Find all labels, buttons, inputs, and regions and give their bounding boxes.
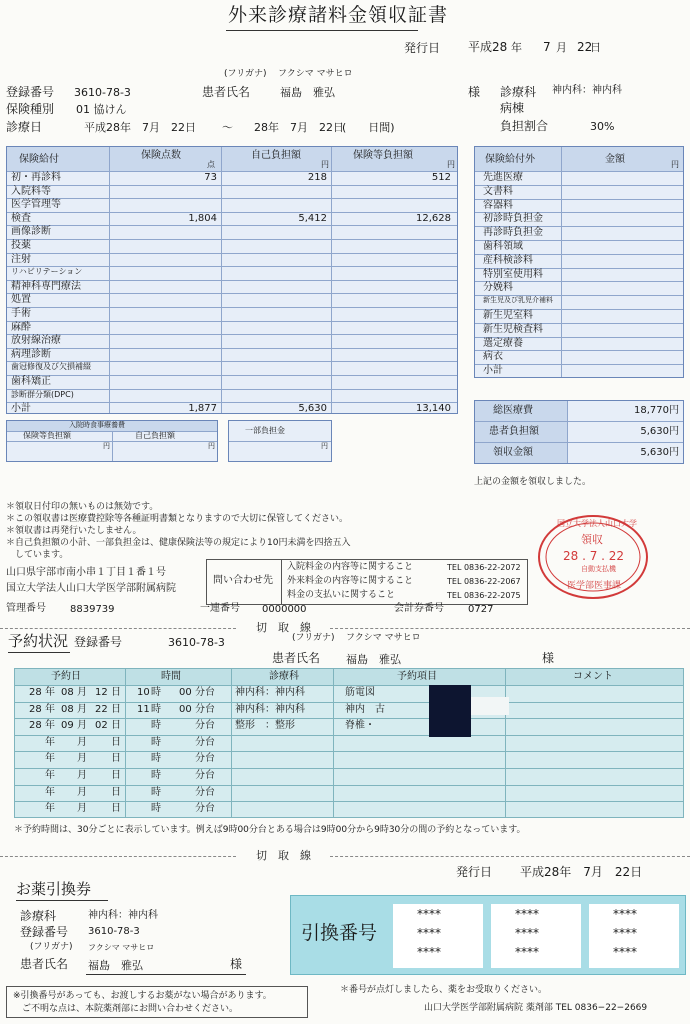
issue2-label: 発行日 <box>456 865 493 879</box>
res-header: コメント <box>573 671 613 682</box>
medicine-note-box <box>6 986 308 1018</box>
res-minute: 00 <box>179 703 192 715</box>
note-1: ＊領収日付印の無いものは無効です。 <box>6 502 159 512</box>
med-furigana-label: (フリガナ) <box>30 942 73 952</box>
ins-row-rule <box>7 293 457 294</box>
contact-box <box>206 559 528 605</box>
res-dept: 神内科：神内科 <box>235 687 305 698</box>
ins-row-label: 注射 <box>11 253 31 265</box>
serial-value: 0000000 <box>262 604 307 615</box>
res-unit-m: 月 <box>77 753 87 765</box>
contact-text-1: 入院料金の内容等に関すること <box>287 562 414 572</box>
res-hour: 10 <box>137 687 150 698</box>
issue-date-label: 発行日 <box>404 41 441 55</box>
res-day: 02 <box>95 720 108 732</box>
res-unit-y: 年 <box>45 720 55 732</box>
out-row-label: 先進医療 <box>483 172 523 183</box>
medicine-title-underline <box>16 900 108 901</box>
exchange-code: **** <box>613 926 637 940</box>
exchange-code: **** <box>417 945 441 959</box>
out-row-label: 病衣 <box>483 351 503 363</box>
out-row-label: 産科検診料 <box>483 254 533 266</box>
out-row-label: 特別室使用料 <box>483 268 543 280</box>
out-row-label: 選定療養 <box>483 337 523 349</box>
res-unit-y: 年 <box>45 687 55 698</box>
res-unit-mi: 分台 <box>195 753 215 765</box>
res-unit-d: 日 <box>111 687 121 698</box>
ins-row-label: 精神科専門療法 <box>11 280 81 292</box>
res-month: 09 <box>61 720 74 732</box>
res-header: 診療科 <box>269 671 299 682</box>
out-col-rule <box>561 147 562 377</box>
cut-line-left <box>0 628 236 629</box>
rule <box>475 442 683 443</box>
ins-row-rule <box>7 212 457 213</box>
date-label: 診療日 <box>6 120 43 134</box>
ins-row-rule <box>7 389 457 390</box>
name-label: 患者氏名 <box>202 85 251 99</box>
exchange-box <box>290 895 686 975</box>
res-unit-y: 年 <box>45 803 55 815</box>
res-unit-y: 年 <box>45 786 55 798</box>
out-header-2: 金額 <box>605 154 625 165</box>
partial-payment-box <box>228 420 332 462</box>
ins-insurer-pay: 13,140 <box>416 403 451 415</box>
hospital-address: 山口県宇部市南小串１丁目１番１号 <box>6 567 166 578</box>
ins-row-rule <box>7 225 457 226</box>
furigana-label: (フリガナ) <box>224 69 267 79</box>
ticket-label: 会計券番号 <box>394 603 444 614</box>
ratio-value: 30% <box>590 120 615 133</box>
res-dept: 整形 ：整形 <box>235 720 295 732</box>
med-reg-no: 3610-78-3 <box>88 926 140 937</box>
res-unit-y: 年 <box>45 753 55 765</box>
contact-tel-2: TEL 0836-22-2067 <box>447 577 521 586</box>
ins-row-rule <box>7 334 457 335</box>
res-unit-y: 年 <box>45 703 55 715</box>
res-unit-d: 日 <box>111 720 121 732</box>
cut-line-2-left <box>0 856 236 857</box>
ins-points: 1,804 <box>188 212 217 224</box>
date-days: ( 日間) <box>342 121 395 134</box>
ins-points: 1,877 <box>188 403 217 415</box>
exchange-code: **** <box>515 907 539 921</box>
res-header: 予約項目 <box>397 671 437 682</box>
issue-month: 7 <box>543 40 551 54</box>
stamp-date: 28 . 7 . 22 <box>563 549 625 563</box>
ins-row-label: 放射線治療 <box>11 335 61 347</box>
res-day: 12 <box>95 687 108 698</box>
res-row-rule <box>15 685 683 686</box>
meal-unit1: 円 <box>103 442 110 450</box>
res-hour: 11 <box>137 703 150 715</box>
contact-label: 問い合わせ先 <box>213 575 273 586</box>
res-day: 22 <box>95 703 108 715</box>
res-unit-mi: 分台 <box>195 703 215 715</box>
out-row-rule <box>475 364 683 365</box>
ins-insurer-pay: 512 <box>431 172 451 183</box>
ins-row-rule <box>7 375 457 376</box>
ins-header-rule <box>7 171 457 172</box>
reservation-note: ＊予約時間は、30分ごとに表示しています。例えば9時00分台とある場合は9時00分から9時30分の間の予約となっています。 <box>14 825 526 835</box>
ins-row-label: 初・再診料 <box>11 172 61 183</box>
ins-row-label: 麻酔 <box>11 321 31 333</box>
dept-value: 神内科：神内科 <box>552 85 622 96</box>
contact-tel-1: TEL 0836-22-2072 <box>447 563 521 572</box>
med-sama: 様 <box>230 957 243 971</box>
res-minute: 00 <box>179 687 192 698</box>
receipt-stamp <box>537 514 649 600</box>
dept-label: 診療科 <box>500 85 537 99</box>
ins-row-rule <box>7 307 457 308</box>
mgmt-label: 管理番号 <box>6 603 46 614</box>
res-unit-mi: 分台 <box>195 770 215 781</box>
ins-row-label: 歯科矯正 <box>11 376 51 387</box>
res-unit-mi: 分台 <box>195 720 215 732</box>
meal-col1: 保険等負担額 <box>23 431 71 440</box>
ins-row-label: 小計 <box>11 403 31 415</box>
res-unit-y: 年 <box>45 736 55 748</box>
exchange-code: **** <box>515 945 539 959</box>
ins-row-label: 病理診断 <box>11 348 51 360</box>
rule <box>567 401 568 463</box>
out-row-label: 新生児室料 <box>483 310 533 321</box>
res-unit-m: 月 <box>77 786 87 798</box>
ins-row-label: 医学管理等 <box>11 199 61 211</box>
received-label: 領収金額 <box>493 447 533 458</box>
ins-self-pay: 5,630 <box>298 403 327 415</box>
ins-row-label: 診断群分類(DPC) <box>11 389 74 399</box>
ins-row-rule <box>7 321 457 322</box>
ins-row-label: 入院料等 <box>11 185 51 197</box>
issue-day: 22 <box>577 40 593 54</box>
res-unit-h: 時 <box>151 786 161 798</box>
ratio-label: 負担割合 <box>500 119 549 133</box>
contact-text-3: 料金の支払いに関すること <box>287 590 396 600</box>
ins-unit-points: 点 <box>207 160 215 169</box>
res-header: 予約日 <box>51 671 81 682</box>
issue-day-unit: 日 <box>590 41 601 54</box>
res-header: 時間 <box>161 671 181 682</box>
res-item: 神内 古 <box>345 703 385 715</box>
ins-points: 73 <box>204 172 217 183</box>
res-name-label: 患者氏名 <box>272 651 321 665</box>
ins-row-rule <box>7 185 457 186</box>
res-unit-h: 時 <box>151 803 161 815</box>
res-unit-m: 月 <box>77 687 87 698</box>
out-row-label: 歯科領域 <box>483 241 523 252</box>
res-row-rule <box>15 768 683 769</box>
patient-name: 福島 雅弘 <box>280 86 335 99</box>
res-month: 08 <box>61 703 74 715</box>
ins-value: 01 協けん <box>76 103 127 116</box>
ins-row-rule <box>7 402 457 403</box>
date-from: 平成28年 7月 22日 <box>84 121 196 134</box>
res-sama: 様 <box>542 651 555 665</box>
exchange-code: **** <box>515 926 539 940</box>
out-row-label: 分娩料 <box>483 282 513 294</box>
total-medical-label: 総医療費 <box>493 405 533 416</box>
insurance-table <box>6 146 458 414</box>
res-year: 28 <box>29 687 42 698</box>
med-furigana: フクシマ マサヒロ <box>88 943 155 952</box>
res-unit-m: 月 <box>77 720 87 732</box>
ins-row-label: 画像診断 <box>11 226 51 238</box>
out-row-label: 新生児検査料 <box>483 323 543 335</box>
ward-label: 病棟 <box>500 101 525 115</box>
ins-header-1: 保険給付 <box>19 154 59 165</box>
ins-header-4: 保険等負担額 <box>353 150 413 161</box>
ins-unit-insurer: 円 <box>447 160 455 169</box>
res-row-rule <box>15 785 683 786</box>
outside-insurance-table <box>474 146 684 378</box>
cut-line-right <box>330 628 690 629</box>
res-item: 筋電図 <box>345 687 375 698</box>
patient-burden-label: 患者負担額 <box>489 426 539 437</box>
ins-insurer-pay: 12,628 <box>416 212 451 224</box>
ins-header-2: 保険点数 <box>141 150 181 161</box>
ins-row-rule <box>7 198 457 199</box>
out-row-label: 新生児及び乳児介補料 <box>483 296 553 305</box>
res-unit-d: 日 <box>111 786 121 798</box>
out-header-1: 保険給付外 <box>485 154 535 165</box>
res-unit-h: 時 <box>151 687 161 698</box>
ins-unit-self: 円 <box>321 160 329 169</box>
res-unit-mi: 分台 <box>195 803 215 815</box>
meal-col2: 自己負担額 <box>135 431 175 440</box>
inpatient-meal-title: 入院時食事療養費 <box>69 421 125 429</box>
contact-tel-3: TEL 0836-22-2075 <box>447 591 521 600</box>
note-3: ＊領収書は再発行いたしません。 <box>6 526 142 536</box>
meal-unit2: 円 <box>208 442 215 450</box>
res-dept: 神内科：神内科 <box>235 703 305 715</box>
res-unit-h: 時 <box>151 720 161 732</box>
res-col-rule <box>125 669 126 817</box>
res-unit-m: 月 <box>77 770 87 781</box>
res-unit-h: 時 <box>151 770 161 781</box>
res-month: 08 <box>61 687 74 698</box>
med-name-label: 患者氏名 <box>20 957 69 971</box>
res-row-rule <box>15 702 683 703</box>
med-dept: 神内科：神内科 <box>88 910 158 921</box>
sama: 様 <box>468 85 481 99</box>
med-reg-label: 登録番号 <box>20 925 69 939</box>
hospital-name: 国立大学法人山口大学医学部附属病院 <box>6 583 176 594</box>
rule <box>281 560 282 604</box>
stamp-top: 国立大学法人山口大学 <box>557 519 637 528</box>
reg-no: 3610-78-3 <box>74 86 131 99</box>
med-dept-label: 診療科 <box>20 909 57 923</box>
rule <box>475 421 683 422</box>
res-unit-mi: 分台 <box>195 786 215 798</box>
note-2: ＊この領収書は医療費控除等各種証明書類となりますので大切に保管してください。 <box>6 514 349 524</box>
ins-self-pay: 5,412 <box>298 212 327 224</box>
inpatient-meal-box <box>6 420 218 462</box>
res-unit-d: 日 <box>111 803 121 815</box>
exchange-code: **** <box>417 926 441 940</box>
ins-row-rule <box>7 239 457 240</box>
res-unit-mi: 分台 <box>195 687 215 698</box>
med-note-right: ＊番号が点灯しましたら、薬をお受取りください。 <box>340 985 548 995</box>
note-5: しています。 <box>6 550 69 560</box>
reservation-title: 予約状況 <box>8 632 69 650</box>
res-row-rule <box>15 735 683 736</box>
res-unit-m: 月 <box>77 803 87 815</box>
exchange-code: **** <box>417 907 441 921</box>
document-title: 外来診療諸料金領収証書 <box>228 4 449 26</box>
res-col-rule <box>333 669 334 817</box>
med-name-underline <box>86 974 246 975</box>
contact-text-2: 外来料金の内容等に関すること <box>287 576 414 586</box>
mgmt-value: 8839739 <box>70 604 115 615</box>
totals-box <box>474 400 684 464</box>
res-unit-h: 時 <box>151 703 161 715</box>
exchange-label: 引換番号 <box>301 922 378 944</box>
out-row-rule <box>475 350 683 351</box>
issue-year: 平成28 <box>468 40 508 54</box>
patient-burden-value: 5,630円 <box>640 426 679 437</box>
redaction-blur <box>471 697 509 715</box>
ins-self-pay: 218 <box>307 172 327 183</box>
out-unit: 円 <box>671 160 679 169</box>
res-reg-no: 3610-78-3 <box>168 636 225 649</box>
res-reg-label: 登録番号 <box>74 635 123 649</box>
res-furigana: フクシマ マサヒロ <box>346 633 421 643</box>
ins-label: 保険種別 <box>6 102 55 116</box>
res-unit-d: 日 <box>111 736 121 748</box>
res-unit-m: 月 <box>77 736 87 748</box>
rule <box>229 441 331 442</box>
res-year: 28 <box>29 720 42 732</box>
ticket-value: 0727 <box>468 604 494 615</box>
ins-row-label: 処置 <box>11 294 31 306</box>
out-row-label: 小計 <box>483 365 503 377</box>
out-row-label: 再診時負担金 <box>483 227 543 239</box>
med-note-1: ※引換番号があっても、お渡しするお薬がない場合があります。 <box>13 991 272 1001</box>
title-underline <box>226 30 418 31</box>
res-unit-d: 日 <box>111 753 121 765</box>
res-col-rule <box>231 669 232 817</box>
res-unit-d: 日 <box>111 770 121 781</box>
furigana-value: フクシマ マサヒロ <box>278 69 353 79</box>
cut-line-2-right <box>330 856 690 857</box>
res-unit-d: 日 <box>111 703 121 715</box>
stamp-small: 自動支払機 <box>581 565 616 573</box>
res-year: 28 <box>29 703 42 715</box>
cut-line-label: 切 取 線 <box>256 621 311 634</box>
res-unit-mi: 分台 <box>195 736 215 748</box>
issue-year-unit: 年 <box>511 41 522 54</box>
out-row-label: 文書料 <box>483 185 513 197</box>
res-unit-h: 時 <box>151 753 161 765</box>
res-unit-y: 年 <box>45 770 55 781</box>
serial-label: 一連番号 <box>200 603 240 614</box>
ins-header-3: 自己負担額 <box>251 150 301 161</box>
date-to: 28年 7月 22日 <box>254 121 344 134</box>
med-name: 福島 雅弘 <box>88 959 143 972</box>
ins-row-label: 歯冠修復及び欠損補綴 <box>11 362 91 372</box>
res-col-rule <box>505 669 506 817</box>
ins-row-label: 検査 <box>11 212 31 224</box>
stamp-bottom: 医学部医事課 <box>567 581 622 591</box>
ins-row-rule <box>7 253 457 254</box>
issue-month-unit: 月 <box>556 41 567 54</box>
medicine-title: お薬引換券 <box>16 880 92 898</box>
ins-row-label: リハビリテーション <box>11 267 83 277</box>
ins-row-rule <box>7 348 457 349</box>
res-unit-m: 月 <box>77 703 87 715</box>
ins-row-label: 手術 <box>11 308 31 319</box>
res-item: 脊椎・ <box>345 720 375 732</box>
stamp-mid: 領収 <box>581 533 603 546</box>
med-note-2: ご不明な点は、本院薬剤部にお問い合わせください。 <box>13 1004 239 1014</box>
reservation-table <box>14 668 684 818</box>
res-furigana-label: (フリガナ) <box>292 633 335 643</box>
receipt-note: 上記の金額を領収しました。 <box>474 477 592 487</box>
ins-row-label: 投薬 <box>11 240 31 251</box>
exchange-code: **** <box>613 945 637 959</box>
out-row-label: 容器料 <box>483 199 513 211</box>
out-row-label: 初診時負担金 <box>483 213 543 225</box>
partial-title: 一部負担金 <box>245 426 285 435</box>
med-footer: 山口大学医学部附属病院 薬剤部 TEL 0836−22−2669 <box>424 1003 648 1013</box>
redaction-block <box>429 685 471 737</box>
reservation-title-underline <box>8 652 70 653</box>
res-unit-h: 時 <box>151 736 161 748</box>
rule <box>112 431 113 461</box>
received-value: 5,630円 <box>640 447 679 458</box>
res-name: 福島 雅弘 <box>346 653 401 666</box>
issue2-date: 平成28年 7月 22日 <box>520 865 643 879</box>
total-medical-value: 18,770円 <box>634 405 679 416</box>
exchange-code: **** <box>613 907 637 921</box>
partial-unit: 円 <box>321 442 328 450</box>
note-4: ＊自己負担額の小計、一部負担金は、健康保険法等の規定により10円未満を四捨五入 <box>6 538 351 548</box>
cut-line-2-label: 切 取 線 <box>256 849 311 862</box>
reg-label: 登録番号 <box>6 85 55 99</box>
date-tilde: 〜 <box>222 121 233 134</box>
